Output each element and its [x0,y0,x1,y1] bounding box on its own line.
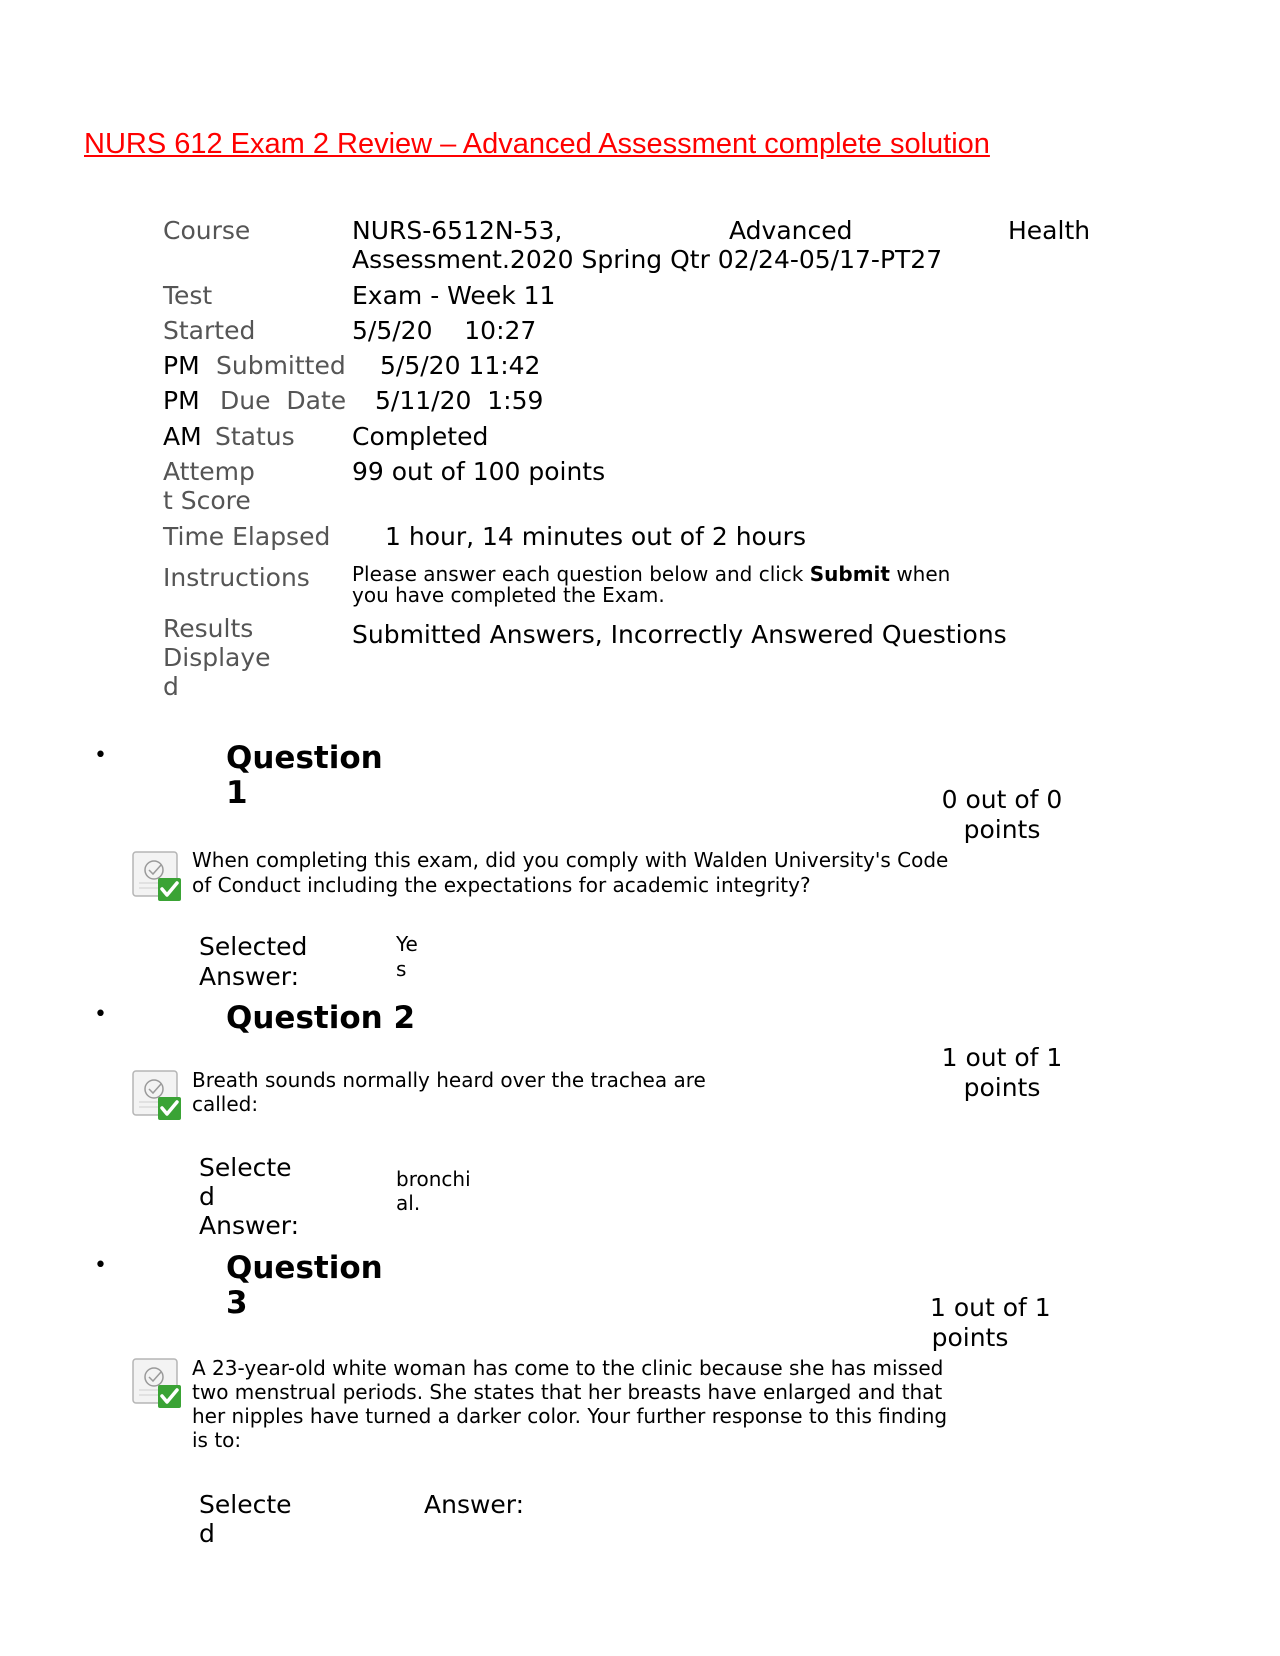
question-3-title-line2: 3 [226,1285,248,1321]
status-label: Status [215,422,295,451]
question-2-title: Question 2 [226,1000,416,1036]
course-value-part2: Advanced [729,216,853,245]
question-1-selected-label-line2: Answer: [199,962,300,991]
question-2-points-line2: points [963,1073,1041,1102]
course-value-line2: Assessment.2020 Spring Qtr 02/24-05/17-PT27 [352,245,943,274]
question-2-points-line1: 1 out of 1 [941,1043,1063,1072]
question-3-text-line1: A 23-year-old white woman has come to the clinic because she has missed [192,1356,944,1380]
attempt-score-value: 99 out of 100 points [352,457,606,486]
question-3-answer-label: Answer: [424,1490,525,1519]
time-elapsed-value: 1 hour, 14 minutes out of 2 hours [385,522,806,551]
submitted-value: 5/5/20 11:42 [380,351,541,380]
submitted-label: Submitted [216,351,346,380]
question-3-text-line2: two menstrual periods. She states that her breasts have enlarged and that [192,1380,943,1404]
test-value: Exam - Week 11 [352,281,556,310]
question-1-points-line1: 0 out of 0 [941,785,1063,814]
instructions-submit-bold: Submit [809,562,890,586]
correct-answer-icon [132,1069,184,1121]
attempt-score-label-line1: Attemp [163,457,255,486]
due-date-value: 5/11/20 1:59 [375,386,544,415]
results-displayed-label-line2: Displaye [163,643,271,672]
question-2-text-line2: called: [192,1092,259,1116]
time-elapsed-label: Time Elapsed [163,522,331,551]
question-2-answer-line1: bronchi [396,1167,471,1191]
question-2-selected-label-line2: d [199,1182,215,1211]
course-value-part3: Health [1008,216,1091,245]
instructions-line2: you have completed the Exam. [352,583,665,607]
question-1-bullet: • [94,743,107,768]
results-displayed-label-line3: d [163,672,179,701]
course-value-part1: NURS-6512N-53, [352,216,563,245]
question-1-title-line2: 1 [226,775,248,811]
question-2-answer-line2: al. [396,1191,421,1215]
instructions-label: Instructions [163,563,310,592]
due-date-prefix: PM [163,386,200,415]
question-3-selected-label-line1: Selecte [199,1490,292,1519]
correct-answer-icon [132,850,184,902]
correct-answer-icon [132,1357,184,1409]
question-2-selected-label-line3: Answer: [199,1211,300,1240]
status-value: Completed [352,422,489,451]
test-label: Test [163,281,213,310]
question-2-text-line1: Breath sounds normally heard over the trachea are [192,1068,706,1092]
due-date-label: Due Date [220,386,347,415]
question-1-selected-label-line1: Selected [199,932,308,961]
status-prefix: AM [163,422,202,451]
question-3-points-line2: points [931,1323,1009,1352]
question-3-bullet: • [94,1253,107,1278]
submitted-prefix: PM [163,351,200,380]
instructions-text-pre: Please answer each question below and click [352,562,804,586]
instructions-text-post: when [896,562,951,586]
results-displayed-value: Submitted Answers, Incorrectly Answered Questions [352,620,1007,649]
question-2-selected-label-line1: Selecte [199,1153,292,1182]
document-title[interactable]: NURS 612 Exam 2 Review – Advanced Assessment complete solution [84,128,990,160]
question-1-text-line1: When completing this exam, did you comply with Walden University's Code [192,848,949,872]
question-1-text-line2: of Conduct including the expectations for academic integrity? [192,873,811,897]
question-1-answer-line1: Ye [396,932,418,956]
question-3-title-line1: Question [226,1250,383,1286]
question-1-answer-line2: s [396,957,407,981]
question-3-points-line1: 1 out of 1 [930,1293,1051,1322]
question-3-text-line4: is to: [192,1428,242,1452]
question-1-title-line1: Question [226,740,383,776]
question-3-text-line3: her nipples have turned a darker color. Your further response to this finding [192,1404,948,1428]
instructions-line1 [352,564,950,585]
question-2-bullet: • [94,1002,107,1027]
results-displayed-label-line1: Results [163,614,254,643]
course-label: Course [163,216,251,245]
question-1-points-line2: points [963,815,1041,844]
question-3-selected-label-line2: d [199,1519,215,1548]
attempt-score-label-line2: t Score [163,486,251,515]
started-value: 5/5/20 10:27 [352,316,537,345]
started-label: Started [163,316,256,345]
